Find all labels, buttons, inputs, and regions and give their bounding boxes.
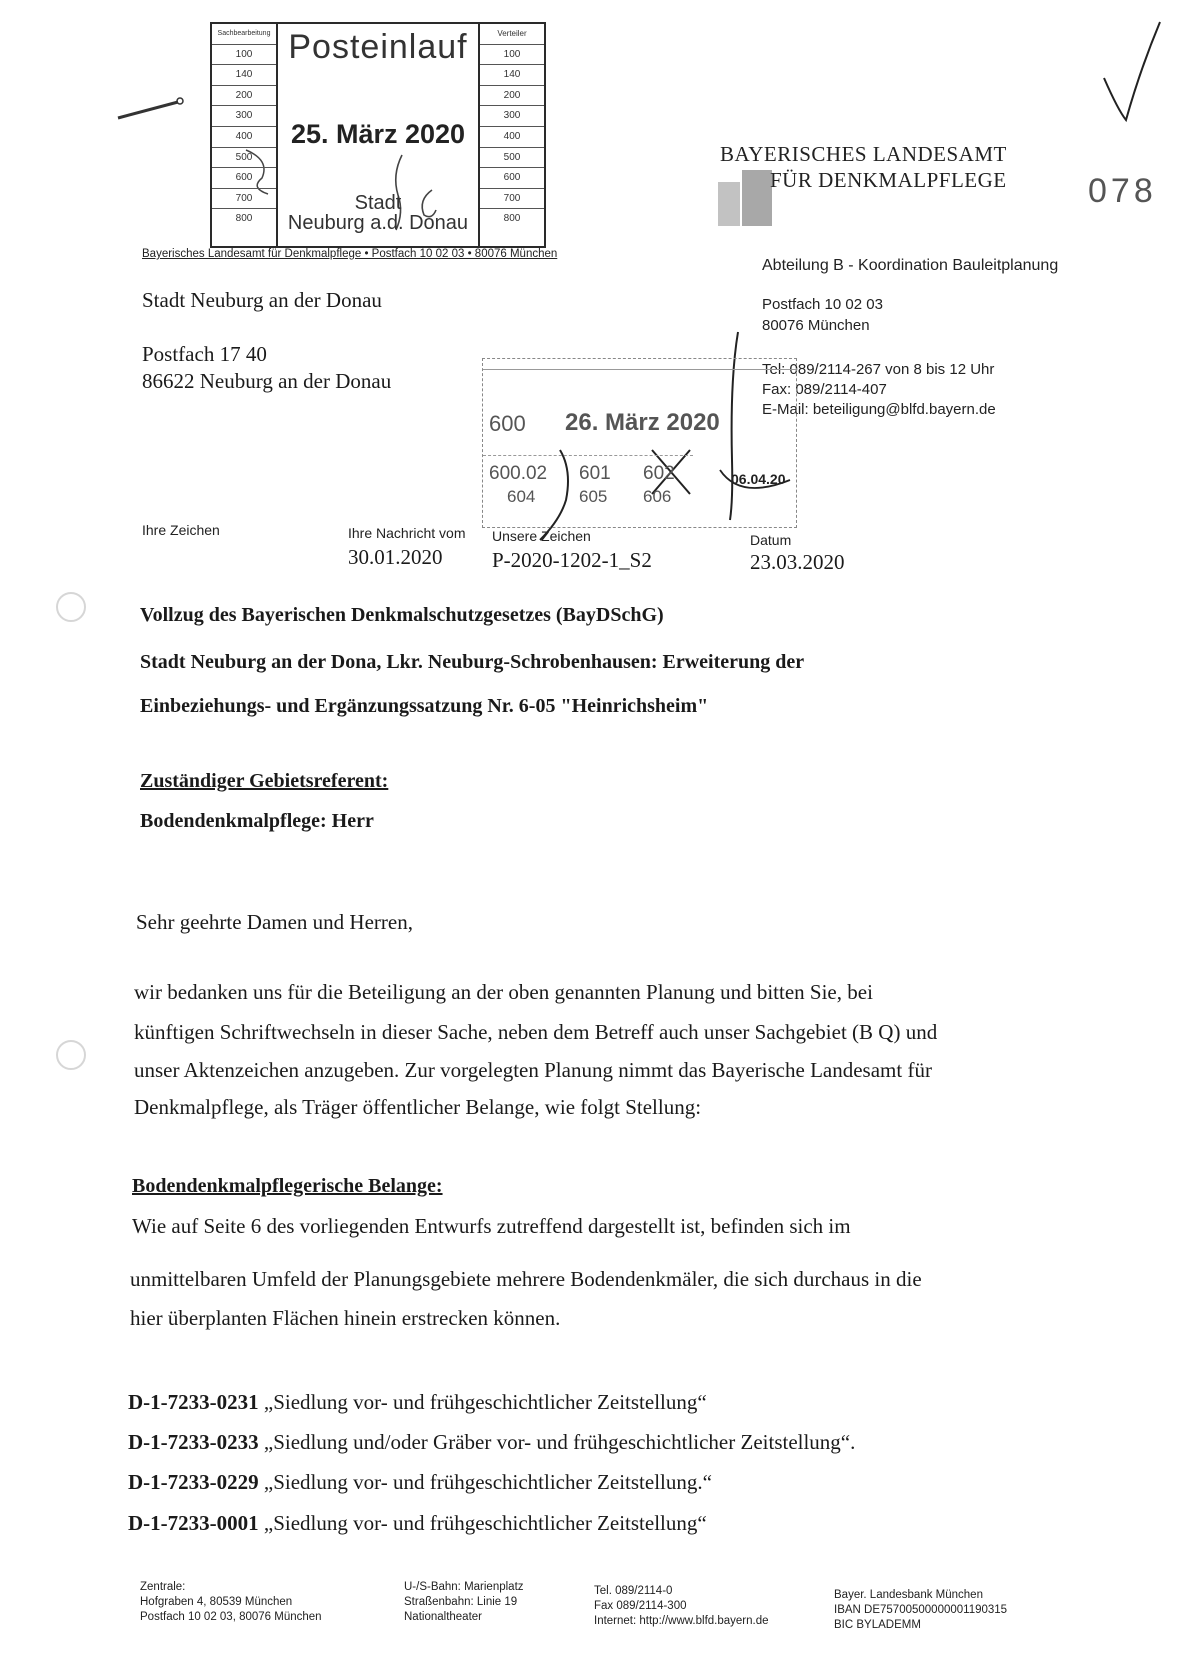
monument-item (128, 1511, 707, 1536)
footer-line: Internet: http://www.blfd.bayern.de (594, 1615, 769, 1627)
recipient-street: Postfach 17 40 (142, 342, 267, 366)
stamp-cell: 100 (480, 45, 544, 66)
stamp2-grid-line (483, 455, 693, 456)
salutation: Sehr geehrte Damen und Herren, (136, 910, 413, 934)
stamp-city-line1: Stadt (354, 192, 402, 214)
stamp-cell: 600 (212, 168, 276, 189)
stamp2-cell: 606 (643, 487, 672, 506)
stamp-cell: 400 (480, 127, 544, 148)
subject-line3: Einbeziehungs- und Ergänzungssatzung Nr. 6-05 "Heinrichsheim" (140, 695, 709, 717)
footer-col3 (594, 1584, 769, 1629)
stamp-cell: 700 (212, 189, 276, 210)
letter-date: 23.03.2020 (750, 550, 845, 574)
label-ihre-nachricht: Ihre Nachricht vom (348, 525, 466, 541)
footer-line: Postfach 10 02 03, 80076 München (140, 1611, 322, 1623)
paragraph1-line: Denkmalpflege, als Träger öffentlicher Belange, wie folgt Stellung: (134, 1095, 702, 1119)
monument-text: „Siedlung vor- und frühgeschichtlicher Zeitstellung“ (263, 1390, 707, 1414)
monument-text: „Siedlung und/oder Gräber vor- und frühgeschichtlicher Zeitstellung“. (263, 1430, 856, 1454)
our-sign: P-2020-1202-1_S2 (492, 548, 652, 572)
footer-line: IBAN DE75700500000001190315 (834, 1604, 1008, 1616)
stamp2-handwritten-date: 06.04.20 (731, 471, 786, 487)
monument-item (128, 1470, 712, 1495)
footer-line: U-/S-Bahn: Marienplatz (404, 1581, 524, 1593)
stamp2-cell: 605 (579, 487, 608, 506)
recipient-city: 86622 Neuburg an der Donau (142, 369, 392, 393)
stamp-cell: 140 (212, 65, 276, 86)
stamp-cell: 200 (480, 86, 544, 107)
monument-id: D-1-7233-0229 (128, 1470, 259, 1494)
monument-text: „Siedlung vor- und frühgeschichtlicher Zeitstellung.“ (263, 1470, 712, 1494)
department-title: Abteilung B - Koordination Bauleitplanung (762, 257, 1059, 274)
stamp-cell: 300 (212, 106, 276, 127)
department-fax: Fax: 089/2114-407 (762, 381, 887, 398)
footer-col4 (834, 1588, 1007, 1633)
stamp2-cell: 600.02 (489, 463, 548, 484)
stamp-cell: 140 (480, 65, 544, 86)
stamp2-cell: 601 (579, 463, 611, 484)
paragraph2-line: hier überplanten Flächen hinein erstrecken können. (130, 1306, 561, 1330)
logo-block-left (718, 182, 740, 226)
punch-hole-bottom (56, 1040, 86, 1070)
stamp-cell: 200 (212, 86, 276, 107)
stamp-cell: 500 (212, 148, 276, 169)
monument-text: „Siedlung vor- und frühgeschichtlicher Zeitstellung“ (263, 1511, 707, 1535)
stamp-left-column (212, 24, 278, 246)
department-tel: Tel: 089/2114-267 von 8 bis 12 Uhr (762, 361, 995, 378)
referent-line: Bodendenkmalpflege: Herr (140, 810, 374, 832)
paragraph2-line: Wie auf Seite 6 des vorliegenden Entwurfs zutreffend dargestellt ist, befinden sich im (132, 1214, 851, 1238)
footer-line: Bayer. Landesbank München (834, 1589, 983, 1601)
stamp-cell: 500 (480, 148, 544, 169)
monument-item (128, 1390, 707, 1415)
stamp-cell: 800 (235, 213, 253, 225)
stamp-cell: 800 (503, 213, 521, 225)
footer-col1 (140, 1580, 322, 1625)
monument-id: D-1-7233-0231 (128, 1390, 259, 1414)
label-datum: Datum (750, 532, 792, 548)
section-heading: Bodendenkmalpflegerische Belange: (132, 1175, 443, 1197)
stamp2-date: 26. März 2020 (565, 409, 720, 436)
stamp-right-column (478, 24, 544, 246)
paragraph1-line: künftigen Schriftwechseln in dieser Sache, neben dem Betreff auch unser Sachgebiet (B Q) und (134, 1020, 938, 1044)
department-city: 80076 München (762, 317, 870, 334)
stamp-title: Posteinlauf (288, 28, 468, 66)
stamp-cell: 700 (480, 189, 544, 210)
letterhead-line1: BAYERISCHES LANDESAMT (720, 142, 1007, 166)
sender-line: Bayerisches Landesamt für Denkmalpflege • Postfach 10 02 03 • 80076 München (142, 248, 558, 260)
monument-id: D-1-7233-0001 (128, 1511, 259, 1535)
punch-hole-top (56, 592, 86, 622)
posteinlauf-stamp (210, 22, 546, 248)
stamp-cell: 400 (212, 127, 276, 148)
stamp2-code: 600 (489, 411, 526, 436)
subject-line1: Vollzug des Bayerischen Denkmalschutzgesetzes (BayDSchG) (140, 604, 664, 626)
stamp-cell: Verteiler (480, 24, 544, 45)
department-email: E-Mail: beteiligung@blfd.bayern.de (762, 401, 996, 418)
stamp-cell: 300 (480, 106, 544, 127)
department-postbox: Postfach 10 02 03 (762, 296, 883, 313)
paragraph2-line: unmittelbaren Umfeld der Planungsgebiete mehrere Bodendenkmäler, die sich durchaus in die (130, 1267, 922, 1291)
paragraph1-line: unser Aktenzeichen anzugeben. Zur vorgelegten Planung nimmt das Bayerische Landesamt für (134, 1058, 932, 1082)
recipient-name: Stadt Neuburg an der Donau (142, 288, 382, 312)
receipt-stamp (482, 358, 797, 528)
referent-heading: Zuständiger Gebietsreferent: (140, 770, 389, 792)
footer-line: Straßenbahn: Linie 19 (404, 1596, 518, 1608)
footer-col2 (404, 1580, 524, 1625)
label-ihre-zeichen: Ihre Zeichen (142, 522, 220, 538)
subject-line2: Stadt Neuburg an der Dona, Lkr. Neuburg-Schrobenhausen: Erweiterung der (140, 651, 805, 673)
stamp-cell: 100 (212, 45, 276, 66)
stamp2-cell: 604 (507, 487, 536, 506)
monument-id: D-1-7233-0233 (128, 1430, 259, 1454)
footer-line: Zentrale: (140, 1581, 186, 1593)
message-date: 30.01.2020 (348, 545, 443, 569)
footer-line: BIC BYLADEMM (834, 1619, 921, 1631)
monument-item (128, 1430, 855, 1455)
label-unsere-zeichen: Unsere Zeichen (492, 528, 591, 544)
footer-line: Hofgraben 4, 80539 München (140, 1596, 293, 1608)
paragraph1-line: wir bedanken uns für die Beteiligung an der oben genannten Planung und bitten Sie, bei (134, 980, 873, 1004)
footer-line: Nationaltheater (404, 1611, 482, 1623)
stamp-city-line2: Neuburg a.d. Donau (287, 212, 469, 234)
page-number: 078 (1088, 172, 1157, 210)
stamp2-cell: 602 (643, 463, 675, 484)
footer-line: Fax 089/2114-300 (594, 1600, 687, 1612)
letterhead-line2: FÜR DENKMALPFLEGE (770, 168, 1007, 192)
stamp-cell: Sachbearbeitung (212, 24, 276, 45)
stamp2-top-border (483, 369, 796, 370)
stamp-date: 25. März 2020 (290, 119, 466, 149)
logo-block-right (742, 170, 772, 226)
stamp-cell: 600 (480, 168, 544, 189)
footer-line: Tel. 089/2114-0 (594, 1585, 673, 1597)
